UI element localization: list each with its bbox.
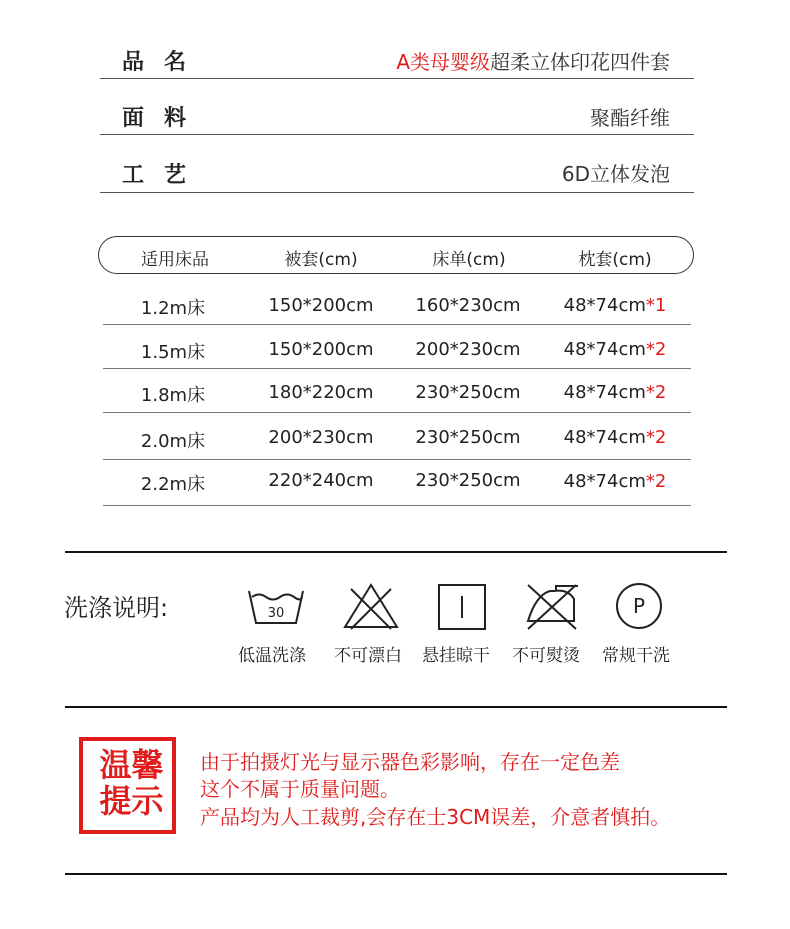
cell-quilt: 180*220cm: [268, 382, 374, 403]
wash-30-icon: [246, 583, 306, 633]
pillow-qty: *2: [645, 382, 667, 403]
cell-sheet: 160*230cm: [415, 295, 521, 316]
spec-value-text: 超柔立体印花四件套: [490, 50, 670, 74]
cell-quilt: 200*230cm: [268, 427, 374, 448]
divider: [103, 412, 691, 413]
section-divider: [65, 706, 727, 708]
spec-label-fabric: 面料: [122, 106, 207, 131]
wash-title: 洗涤说明:: [64, 594, 169, 622]
no-iron-icon: [522, 581, 582, 631]
pillow-size: 48*74cm: [563, 427, 646, 448]
pillow-size: 48*74cm: [563, 382, 646, 403]
divider: [103, 459, 691, 460]
care-label-dry-clean: 常规干洗: [602, 646, 670, 666]
pillow-size: 48*74cm: [563, 339, 646, 360]
dry-clean-letter: P: [632, 594, 646, 618]
pillow-qty: *1: [645, 295, 667, 316]
cell-sheet: 230*250cm: [415, 427, 521, 448]
spec-value-craft: 6D立体发泡: [561, 162, 670, 186]
cell-pillow: [530, 295, 700, 316]
cell-sheet: 230*250cm: [415, 470, 521, 491]
header-bed: 适用床品: [141, 250, 209, 270]
cell-sheet: 230*250cm: [415, 382, 521, 403]
pillow-qty: *2: [645, 471, 667, 492]
cell-pillow: [530, 471, 700, 492]
notice-line: 由于拍摄灯光与显示器色彩影响，存在一定色差: [200, 750, 620, 774]
cell-bed: 1.5m床: [140, 342, 206, 363]
spec-value-fabric: 聚酯纤维: [590, 106, 670, 130]
cell-bed: 2.2m床: [140, 474, 206, 495]
divider: [103, 368, 691, 369]
notice-badge: [79, 737, 176, 834]
care-label-low-temp: 低温洗涤: [238, 646, 306, 666]
section-divider: [65, 873, 727, 875]
cell-pillow: [530, 427, 700, 448]
divider: [100, 78, 694, 79]
spec-value-highlight: A类母婴级: [396, 50, 490, 74]
spec-label-name: 品名: [122, 50, 207, 75]
pillow-size: 48*74cm: [563, 295, 646, 316]
spec-value-name: [396, 46, 670, 75]
pillow-qty: *2: [645, 427, 667, 448]
cell-quilt: 150*200cm: [268, 295, 374, 316]
cell-quilt: 150*200cm: [268, 339, 374, 360]
cell-quilt: 220*240cm: [268, 470, 374, 491]
wash-temp: 30: [267, 606, 285, 621]
notice-title-line1: 温馨: [99, 746, 164, 784]
cell-bed: 1.2m床: [140, 298, 206, 319]
dry-clean-p-icon: [609, 580, 669, 630]
pillow-size: 48*74cm: [563, 471, 646, 492]
divider: [103, 505, 691, 506]
notice-line: 这个不属于质量问题。: [200, 777, 400, 801]
care-label-hang-dry: 悬挂晾干: [422, 646, 490, 666]
cell-bed: 1.8m床: [140, 385, 206, 406]
cell-pillow: [530, 382, 700, 403]
header-pillow: 枕套(cm): [578, 250, 652, 270]
no-bleach-icon: [341, 581, 401, 631]
divider: [103, 324, 691, 325]
hang-dry-icon: [432, 583, 492, 633]
notice-title-line2: 提示: [99, 782, 164, 820]
care-label-no-iron: 不可熨烫: [512, 646, 580, 666]
pillow-qty: *2: [645, 339, 667, 360]
cell-bed: 2.0m床: [140, 431, 206, 452]
cell-pillow: [530, 339, 700, 360]
header-quilt: 被套(cm): [284, 250, 358, 270]
care-label-no-bleach: 不可漂白: [334, 646, 402, 666]
divider: [100, 134, 694, 135]
divider: [100, 192, 694, 193]
notice-line: 产品均为人工裁剪,会存在士3CM误差，介意者慎拍。: [200, 805, 671, 829]
spec-label-craft: 工艺: [122, 163, 207, 188]
section-divider: [65, 551, 727, 553]
header-sheet: 床单(cm): [432, 250, 506, 270]
cell-sheet: 200*230cm: [415, 339, 521, 360]
